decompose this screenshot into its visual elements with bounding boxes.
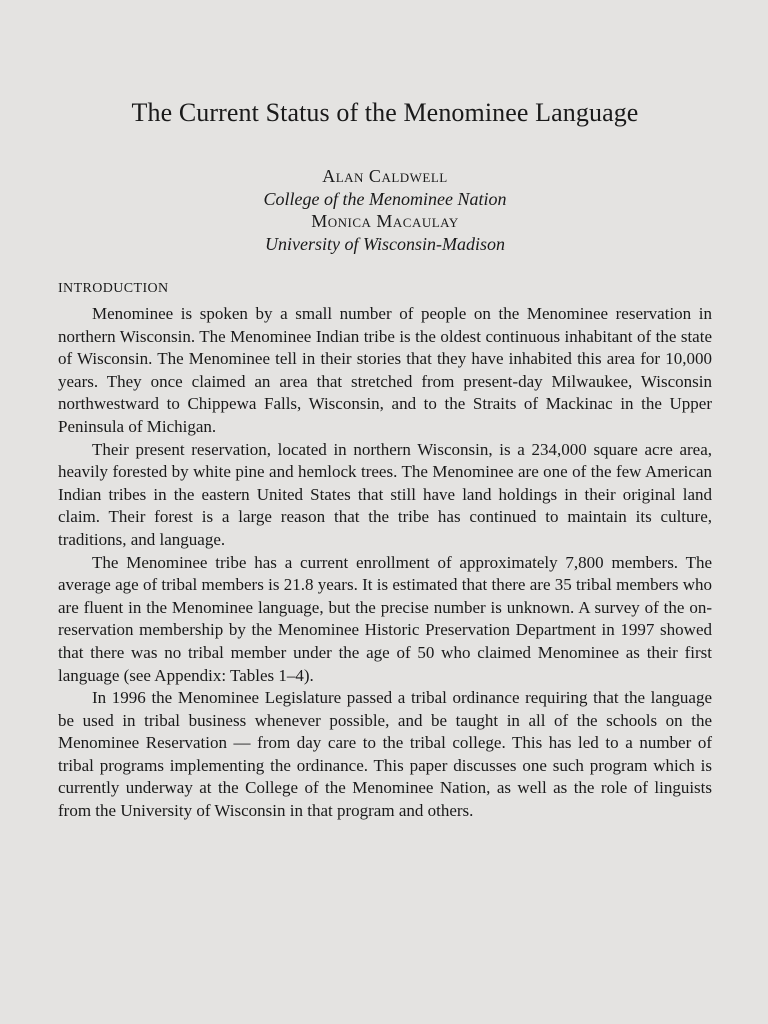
paper-title: The Current Status of the Menominee Language [131, 98, 639, 127]
paragraph: Menominee is spoken by a small number of people on the Menominee reservation in northern Wisconsin. The Menominee Indian tribe is the oldest continuous inhabitant of the state of Wisconsin. The Menominee tell in their stories that they have inhabited this area for 10,000 years. They once claimed an area that stretched from present-day Milwaukee, Wisconsin northwestward to Chippewa Falls, Wisconsin, and to the Straits of Mackinac in the Upper Peninsula of Michigan. [58, 304, 712, 436]
section-heading: INTRODUCTION [58, 281, 169, 296]
paragraph: In 1996 the Menominee Legislature passed a tribal ordinance requiring that the language be used in tribal business whenever possible, and be taught in all of the schools on the Menominee Reservation — from day care to the tribal college. This has led to a number of tribal programs implementing the ordinance. This paper discusses one such program which is currently underway at the College of the Menominee Nation, as well as the role of linguists from the University of Wisconsin in that program and others. [58, 688, 712, 821]
paragraph: Their present reservation, located in northern Wisconsin, is a 234,000 square acre area, heavily forested by white pine and hemlock trees. The Menominee are one of the few American Indian tribes in the eastern United States that still have land holdings in their original land claim. Their forest is a large reason that the tribe has continued to maintain its culture, traditions, and language. [58, 439, 712, 549]
author-name: Monica Macaulay [311, 211, 459, 231]
author-affiliation: University of Wisconsin-Madison [265, 233, 505, 254]
body-text [58, 303, 712, 823]
author-affiliation: College of the Menominee Nation [263, 188, 507, 209]
author-name: Alan Caldwell [322, 166, 448, 186]
author-block [58, 165, 712, 255]
paragraph: The Menominee tribe has a current enrollment of approximately 7,800 members. The average age of tribal members is 21.8 years. It is estimated that there are 35 tribal members who are fluent in the Menominee language, but the precise number is unknown. A survey of the on-reservation membership by the Menominee Historic Preservation Department in 1997 showed that there was no tribal member under the age of 50 who claimed Menominee as their first language (see Appendix: Tables 1–4). [58, 552, 712, 685]
